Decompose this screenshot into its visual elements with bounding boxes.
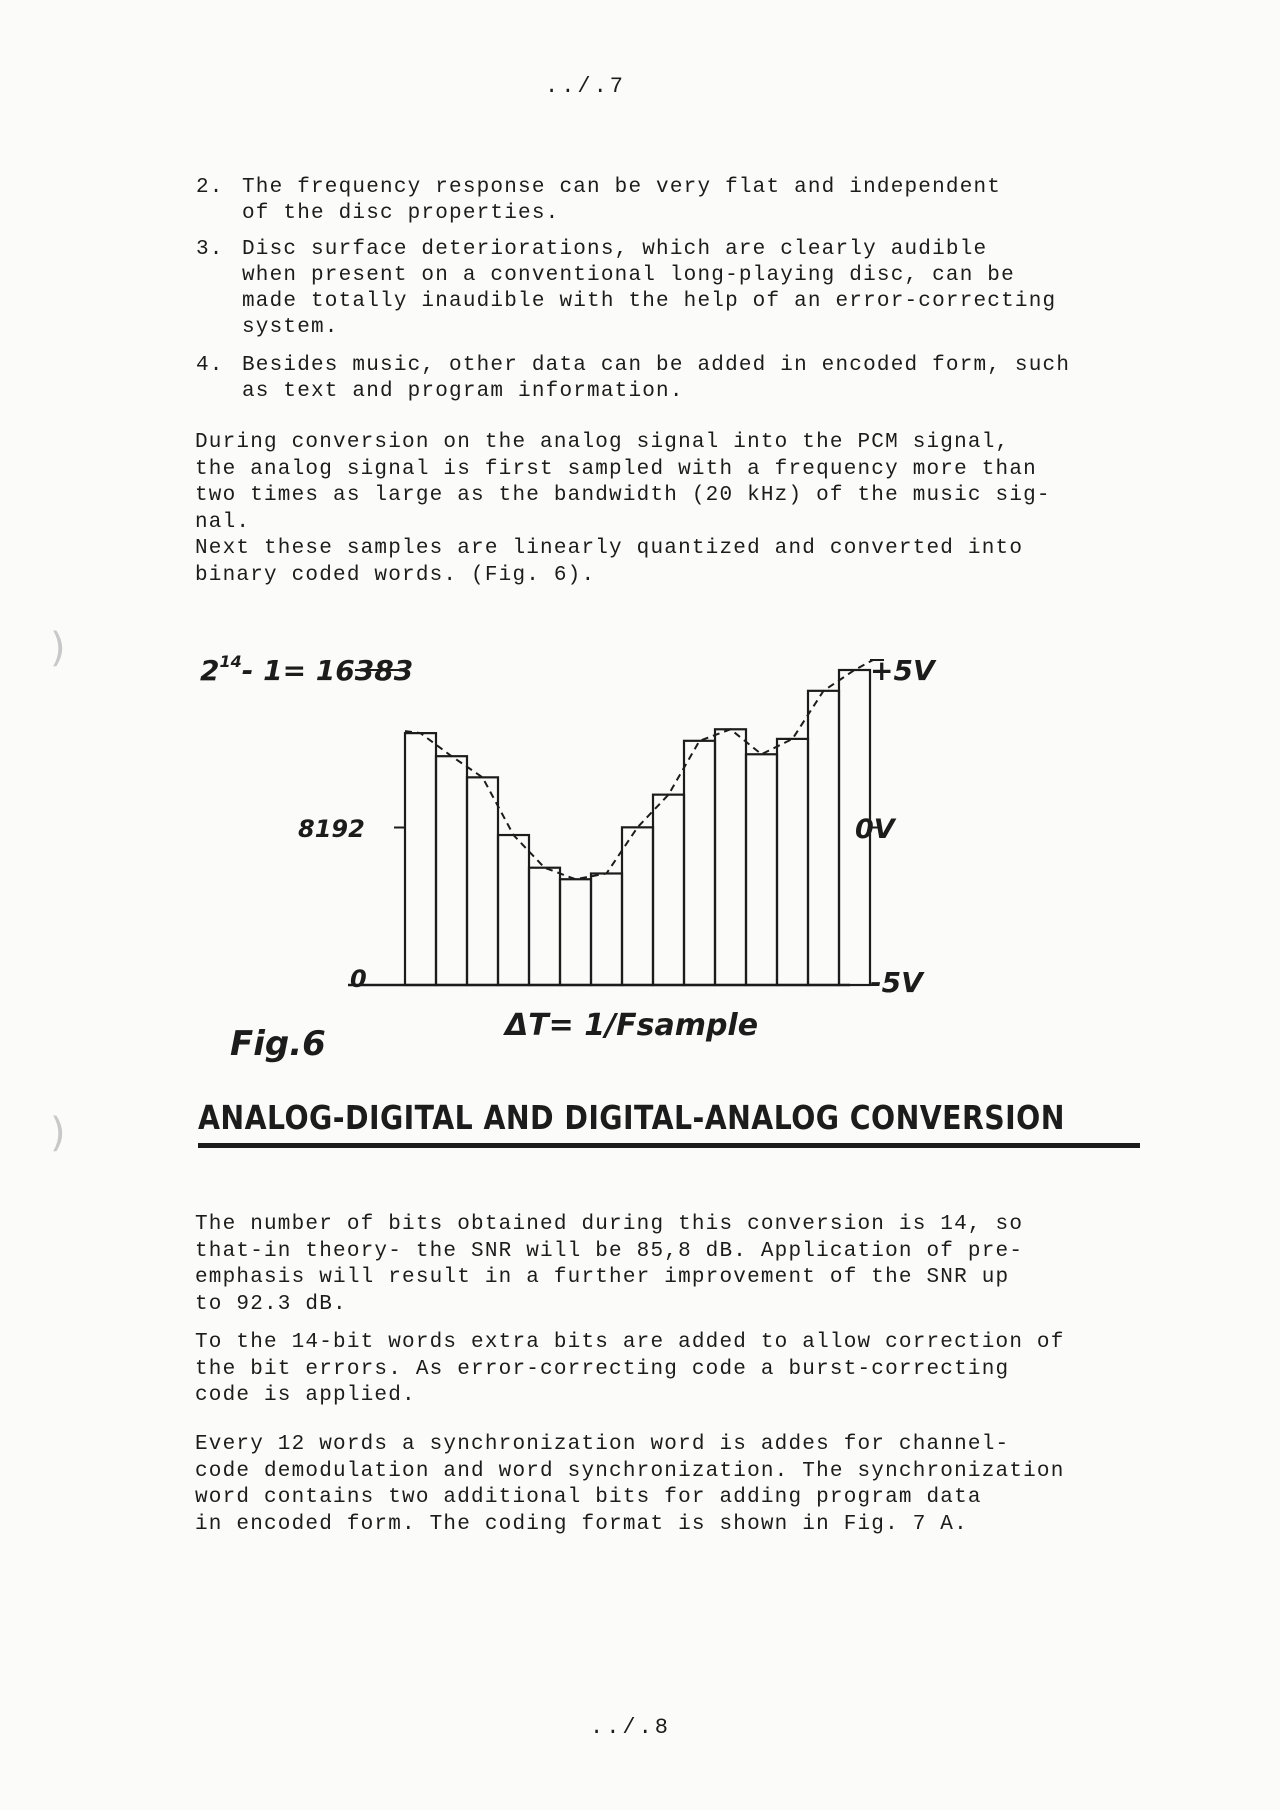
label-zero: 0 — [350, 965, 367, 993]
bar-11 — [715, 729, 746, 985]
bar-7 — [591, 873, 622, 985]
label-mid: 8192 — [298, 815, 365, 843]
bar-4 — [498, 835, 529, 985]
list-item-number: 2. — [196, 176, 224, 199]
list-item-text: Disc surface deteriorations, which are clearly audible when present on a conventional long-playing disc, can be made totally inaudible with the help of an error-correcting system. — [242, 238, 1057, 339]
label-top: $2^{14}-$ 1= 16383 — [200, 652, 414, 687]
list-item-text: The frequency response can be very flat and independent of the disc properties. — [242, 176, 1002, 225]
bar-6 — [560, 879, 591, 985]
list-item-number: 4. — [196, 354, 224, 377]
bar-1 — [405, 733, 436, 985]
punch-hole-mark: ) — [50, 1110, 66, 1156]
heading-underline — [198, 1143, 1140, 1148]
bar-10 — [684, 741, 715, 985]
paragraph-extra-bits: To the 14-bit words extra bits are added to allow correction of the bit errors. As error-correcting code a burst-correcting code is applied. — [195, 1331, 1065, 1407]
bar-3 — [467, 777, 498, 985]
punch-hole-mark: ) — [50, 625, 66, 671]
figure-caption: Fig.6 — [230, 1024, 326, 1064]
bar-5 — [529, 868, 560, 985]
paragraph-sync: Every 12 words a synchronization word is addes for channel- code demodulation and word synchronization. The synchronization word contains two additional bits for adding program data in encoded form. The coding format is shown in Fig. 7 A. — [195, 1433, 1065, 1536]
paragraph-bits: The number of bits obtained during this conversion is 14, so that-in theory- the SNR will be 85,8 dB. Application of pre- emphasis will result in a further improvement of the SNR up to 92.3 dB. — [195, 1213, 1024, 1316]
bar-2 — [436, 756, 467, 985]
figure-6-chart — [190, 640, 990, 1065]
analog-signal-curve — [405, 660, 873, 879]
list-item-text: Besides music, other data can be added in encoded form, such as text and program information. — [242, 354, 1071, 403]
bar-14 — [808, 691, 839, 985]
list-item-number: 3. — [196, 238, 224, 261]
section-heading: ANALOG-DIGITAL AND DIGITAL-ANALOG CONVERSION — [198, 1098, 1065, 1137]
bar-8 — [622, 827, 653, 985]
time-label: ΔT= 1/Fsample — [505, 1008, 759, 1043]
label-plus5v: +5V — [870, 654, 935, 687]
page-number-top: ../.7 — [545, 74, 627, 99]
bar-13 — [777, 739, 808, 985]
label-0v: 0V — [855, 814, 895, 845]
bar-9 — [653, 795, 684, 985]
page-number-bottom: ../.8 — [590, 1715, 672, 1740]
paragraph-conversion: During conversion on the analog signal into the PCM signal, the analog signal is first sampled with a frequency more than two times as large as the bandwidth (20 kHz) of the music sig- nal. Next these samples are linearly quantized and converted into binary coded words. (Fig. 6). — [195, 431, 1051, 587]
bar-12 — [746, 754, 777, 985]
label-minus5v: -5V — [870, 966, 923, 999]
